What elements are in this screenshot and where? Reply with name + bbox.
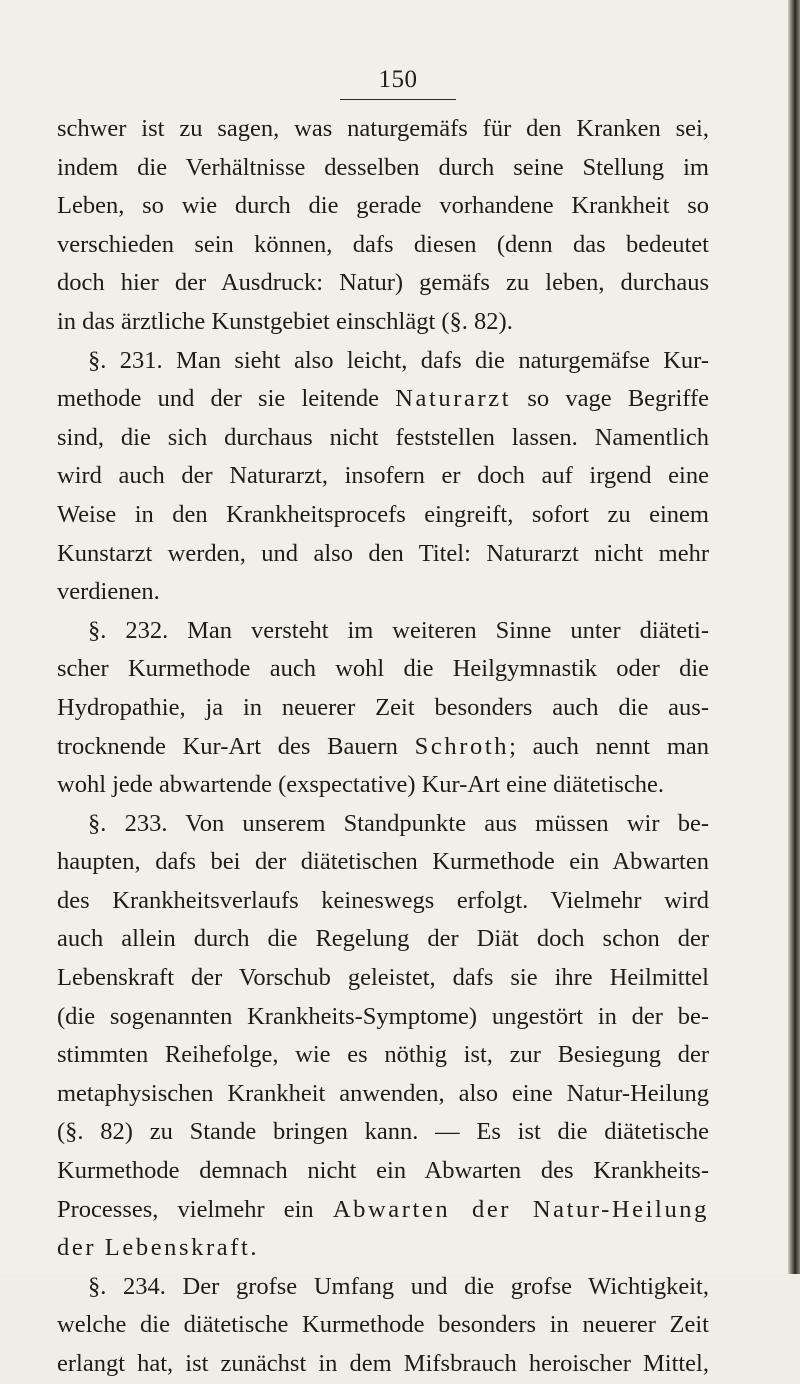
paragraph-234-start: §. 234. Der grofse Umfang und die grofse Wichtigkeit, [88, 1272, 709, 1300]
text-line: metaphysischen Krankheit anwenden, also eine Natur-Heilung [57, 1079, 709, 1107]
text-fragment: so vage Begriffe [527, 385, 710, 413]
text-line [57, 1229, 709, 1268]
text-line: Lebenskraft der Vorschub geleistet, dafs sie ihre Heilmittel [57, 964, 709, 992]
text-line: stimmten Reihefolge, wie es nöthig ist, zur Besiegung der [57, 1041, 709, 1069]
text-line: Leben, so wie durch die gerade vorhandene Krankheit so [57, 192, 709, 220]
text-fragment: methode und der sie leitende [57, 385, 380, 413]
text-line: welche die diätetische Kurmethode besonders in neuerer Zeit [57, 1311, 709, 1339]
text-line: verdienen. [57, 578, 160, 606]
text-fragment: Processes, vielmehr ein [57, 1195, 314, 1223]
emphasis-abwarten: Abwarten der Natur-Heilung [332, 1195, 709, 1223]
text-line [57, 728, 709, 767]
text-line [57, 380, 709, 419]
text-line: wird auch der Naturarzt, insofern er doch auf irgend eine [57, 462, 709, 490]
page-edge-shadow [788, 0, 800, 1274]
text-line: auch allein durch die Regelung der Diät doch schon der [57, 925, 709, 953]
text-line: Kunstarzt werden, und also den Titel: Naturarzt nicht mehr [57, 539, 709, 567]
text-line: in das ärztliche Kunstgebiet einschlägt (§. 82). [57, 307, 513, 335]
text-line: Kurmethode demnach nicht ein Abwarten des Krankheits- [57, 1157, 709, 1185]
text-line: (§. 82) zu Stande bringen kann. — Es ist die diätetische [57, 1118, 709, 1146]
paragraph-232-start: §. 232. Man versteht im weiteren Sinne unter diäteti- [88, 616, 709, 644]
emphasis-lebenskraft: der Lebenskraft. [57, 1234, 260, 1262]
text-line: (die sogenannten Krankheits-Symptome) ungestört in der be- [57, 1002, 709, 1030]
text-line: sind, die sich durchaus nicht feststellen lassen. Namentlich [57, 423, 709, 451]
body-text [57, 110, 709, 1384]
text-line: scher Kurmethode auch wohl die Heilgymnastik oder die [57, 655, 709, 683]
text-line: indem die Verhältnisse desselben durch seine Stellung im [57, 153, 709, 181]
text-line: schwer ist zu sagen, was naturgemäfs für den Kranken sei, [57, 115, 709, 142]
text-fragment: trocknende Kur-Art des Bauern [57, 732, 398, 760]
text-line: doch hier der Ausdruck: Natur) gemäfs zu leben, durchaus [57, 269, 709, 297]
paragraph-231-start: §. 231. Man sieht also leicht, dafs die naturgemäfse Kur- [88, 346, 709, 374]
text-line [57, 1191, 709, 1230]
text-line: Hydropathie, ja in neuerer Zeit besonders auch die aus- [57, 693, 709, 721]
text-line: Weise in den Krankheitsprocefs eingreift, sofort zu einem [57, 500, 709, 528]
text-line: des Krankheitsverlaufs keineswegs erfolgt. Vielmehr wird [57, 886, 709, 914]
text-line: erlangt hat, ist zunächst in dem Mifsbrauch heroischer Mittel, [57, 1350, 709, 1377]
text-line: wohl jede abwartende (exspectative) Kur-Art eine diätetische. [57, 771, 664, 799]
text-line: verschieden sein können, dafs diesen (denn das bedeutet [57, 230, 709, 258]
emphasis-schroth: Schroth [414, 732, 510, 760]
page-number: 150 [340, 66, 456, 100]
paragraph-233-start: §. 233. Von unserem Standpunkte aus müssen wir be- [88, 809, 709, 837]
text-line: haupten, dafs bei der diätetischen Kurmethode ein Abwarten [57, 848, 709, 876]
emphasis-naturarzt: Naturarzt [395, 385, 512, 413]
text-fragment: ; auch nennt man [509, 732, 709, 760]
